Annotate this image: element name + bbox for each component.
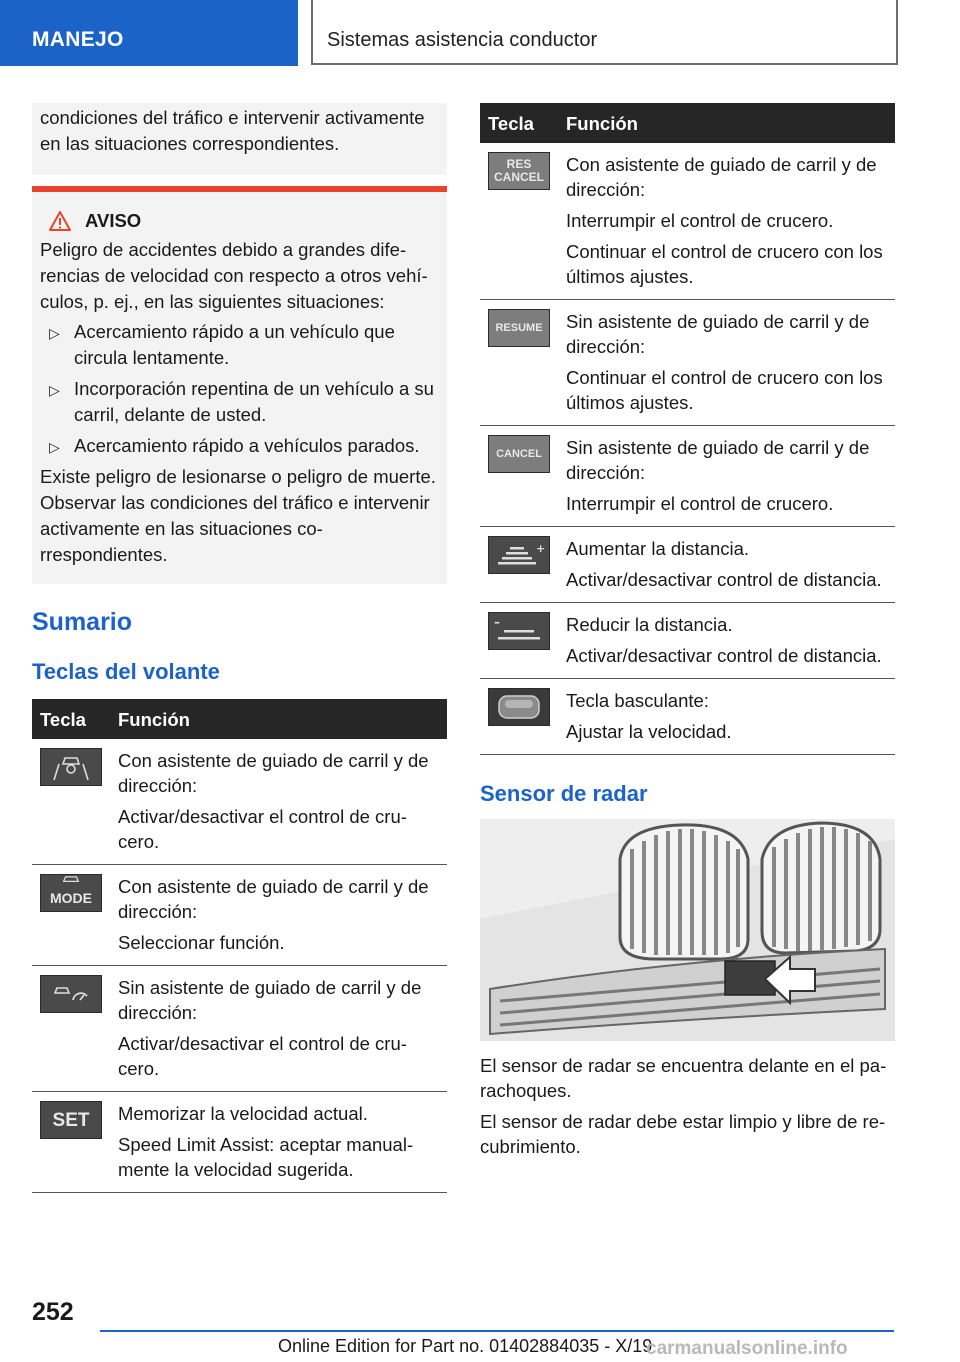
function-text: Activar/desactivar control de distancia. — [566, 569, 882, 590]
function-text: Continuar el control de crucero con los últimos ajustes. — [566, 241, 883, 287]
table-header-row — [480, 103, 895, 143]
key-cell — [32, 966, 110, 1092]
set-icon — [40, 1101, 102, 1139]
function-cell — [558, 527, 895, 603]
header-chapter-label: Sistemas asistencia conductor — [327, 29, 598, 51]
table-row — [480, 527, 895, 603]
radar-paragraph-2: El sensor de radar debe estar limpio y libre de re-cubrimiento. — [480, 1111, 886, 1157]
res-cancel-icon — [488, 152, 550, 190]
car-front-grille-illustration — [480, 819, 895, 1041]
radar-sensor-illustration — [480, 819, 895, 1041]
footer-edition: Online Edition for Part no. 01402884035 - X/19 — [278, 1336, 653, 1356]
function-text: Sin asistente de guiado de carril y de dirección: — [566, 437, 870, 483]
continued-note — [32, 103, 447, 175]
table-row — [32, 865, 447, 966]
list-item — [40, 376, 439, 428]
steering-keys-table — [32, 699, 447, 1193]
bullet-text: Acercamiento rápido a un vehículo que circula lentamente. — [74, 321, 395, 368]
section-title-sumario: Sumario — [32, 608, 133, 636]
table-row — [480, 143, 895, 300]
continued-note-text: condiciones del tráfico e intervenir activamente en las situaciones correspondientes. — [40, 107, 425, 154]
distance-decrease-icon — [488, 612, 550, 650]
list-item — [40, 433, 439, 459]
function-text: Interrumpir el control de crucero. — [566, 493, 834, 514]
function-text: Sin asistente de guiado de carril y de dirección: — [118, 977, 422, 1023]
table-row — [480, 300, 895, 426]
function-cell — [558, 603, 895, 679]
radar-paragraph-1: El sensor de radar se encuentra delante en el pa-rachoques. — [480, 1055, 887, 1101]
table-row — [480, 426, 895, 527]
function-cell — [110, 739, 447, 865]
function-cell — [558, 143, 895, 300]
distance-increase-icon — [488, 536, 550, 574]
function-cell — [558, 426, 895, 527]
key-cell — [32, 865, 110, 966]
right-column — [480, 103, 895, 1159]
column-header-key: Tecla — [480, 103, 558, 143]
rocker-switch-icon — [488, 688, 550, 726]
function-text: Activar/desactivar control de distancia. — [566, 645, 882, 666]
left-column — [32, 103, 447, 1193]
function-cell — [110, 966, 447, 1092]
warning-box — [32, 186, 447, 584]
function-text: Memorizar la velocidad actual. — [118, 1103, 368, 1124]
function-cell — [558, 300, 895, 426]
function-text: Tecla basculante: — [566, 690, 709, 711]
bullet-text: Acercamiento rápido a vehículos parados. — [74, 435, 420, 456]
resume-icon — [488, 309, 550, 347]
key-cell — [32, 1092, 110, 1193]
key-cell — [480, 300, 558, 426]
function-text: Continuar el control de crucero con los últimos ajustes. — [566, 367, 883, 413]
bullet-text: Incorporación repentina de un vehículo a su carril, delante de usted. — [74, 378, 434, 425]
table-row — [32, 1092, 447, 1193]
function-text: Seleccionar función. — [118, 932, 285, 953]
warning-intro: Peligro de accidentes debido a grandes dife-rencias de velocidad con respecto a otros vehí-culos, p. ej., en las siguientes situaciones: — [40, 239, 428, 312]
key-cell — [480, 679, 558, 755]
watermark: carmanualsonline.info — [646, 1338, 848, 1359]
page-number: 252 — [32, 1298, 74, 1326]
table-header-row — [32, 699, 447, 739]
bullet-triangle-icon: ▷ — [49, 382, 60, 398]
function-text: Ajustar la velocidad. — [566, 721, 732, 742]
column-header-function: Función — [110, 699, 447, 739]
steering-keys-table-continued — [480, 103, 895, 755]
table-row — [32, 966, 447, 1092]
function-text: Speed Limit Assist: aceptar manual-mente la velocidad sugerida. — [118, 1134, 414, 1180]
key-cell — [480, 527, 558, 603]
footer-divider — [100, 1330, 894, 1332]
warning-outro: Existe peligro de lesionarse o peligro de muerte. Observar las condiciones del tráfico e intervenir activamente en las situaciones co-rrespondientes. — [40, 466, 436, 565]
column-header-function: Función — [558, 103, 895, 143]
function-text: Interrumpir el control de crucero. — [566, 210, 834, 231]
header-chapter-tab — [311, 0, 898, 65]
mode-icon — [40, 874, 102, 912]
function-cell — [110, 865, 447, 966]
subsection-title-steering-keys: Teclas del volante — [32, 659, 220, 684]
svg-text:–: – — [494, 616, 500, 629]
key-label: RES — [506, 157, 532, 171]
function-text: Con asistente de guiado de carril y de dirección: — [566, 154, 877, 200]
section-title-radar-sensor: Sensor de radar — [480, 781, 648, 806]
function-cell — [558, 679, 895, 755]
key-cell — [480, 603, 558, 679]
cruise-control-icon — [40, 975, 102, 1013]
key-label: CANCEL — [496, 447, 542, 460]
function-text: Sin asistente de guiado de carril y de dirección: — [566, 311, 870, 357]
key-cell — [480, 426, 558, 527]
warning-triangle-icon — [49, 211, 71, 231]
warning-title — [49, 208, 439, 234]
function-text: Con asistente de guiado de carril y de dirección: — [118, 876, 429, 922]
lane-steering-assist-icon — [40, 748, 102, 786]
table-row — [480, 679, 895, 755]
cancel-icon — [488, 435, 550, 473]
header-section-tab — [0, 0, 298, 66]
function-text: Reducir la distancia. — [566, 614, 733, 635]
function-cell — [110, 1092, 447, 1193]
warning-bullets — [40, 319, 439, 459]
list-item — [40, 319, 439, 371]
key-label: RESUME — [495, 321, 543, 334]
svg-text:+: + — [536, 542, 546, 555]
key-label: CANCEL — [494, 170, 544, 184]
function-text: Activar/desactivar el control de cru-cero. — [118, 806, 407, 852]
key-label: SET — [52, 1109, 90, 1131]
bullet-triangle-icon: ▷ — [49, 439, 60, 455]
key-cell — [32, 739, 110, 865]
function-text: Con asistente de guiado de carril y de dirección: — [118, 750, 429, 796]
column-header-key: Tecla — [32, 699, 110, 739]
key-cell — [480, 143, 558, 300]
key-label: MODE — [50, 890, 92, 906]
warning-title-text: AVISO — [85, 210, 142, 231]
function-text: Aumentar la distancia. — [566, 538, 750, 559]
bullet-triangle-icon: ▷ — [49, 325, 60, 341]
table-row — [32, 739, 447, 865]
table-row — [480, 603, 895, 679]
header-section-label: MANEJO — [32, 28, 124, 51]
function-text: Activar/desactivar el control de cru-cero. — [118, 1033, 407, 1079]
